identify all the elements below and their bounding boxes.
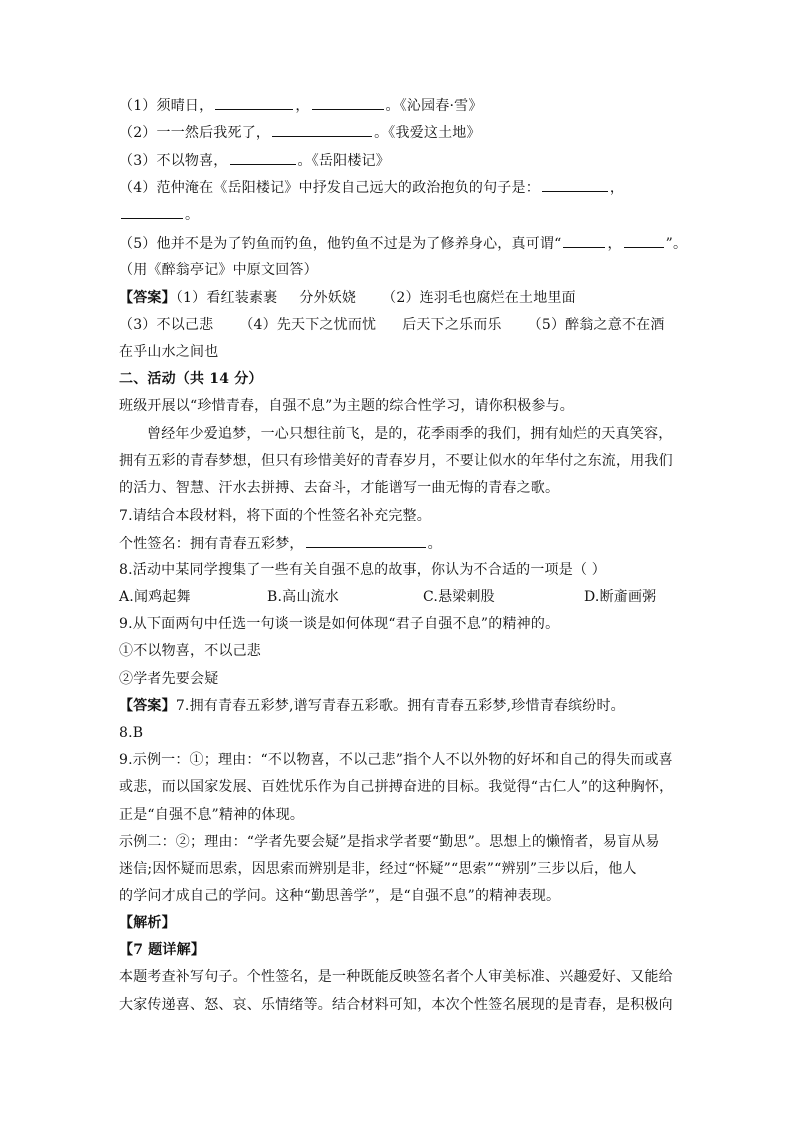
answer-9-line-2: 或悲，而以国家发展、百姓忧乐作为自己拼搏奋进的目标。我觉得“古仁人”的这种胸怀， bbox=[119, 779, 674, 795]
fill-blank bbox=[215, 95, 293, 110]
q1-item-4-cont bbox=[119, 204, 199, 224]
q1-item-5-note: （用《醉翁亭记》中原文回答） bbox=[119, 262, 318, 278]
q7-prompt: 7.请结合本段材料，将下面的个性签名补充完整。 bbox=[119, 508, 431, 524]
fill-blank bbox=[312, 95, 384, 110]
answer-9-line-6: 的学问才成自己的学问。这种“勤思善学”，是“自强不息”的精神表现。 bbox=[119, 888, 561, 904]
detail-7-label: 【7 题详解】 bbox=[119, 942, 206, 958]
answer-8: 8.B bbox=[119, 725, 144, 741]
q1-item-4-sep: ， bbox=[609, 180, 625, 196]
q1-item-5-sep: ， bbox=[607, 236, 622, 252]
fill-blank bbox=[230, 150, 296, 165]
q8-options bbox=[119, 587, 656, 607]
fill-blank bbox=[542, 177, 608, 192]
answer-label: 【答案】 bbox=[119, 290, 176, 306]
material-line-1: 曾经年少爱追梦，一心只想往前飞，是的，花季雨季的我们，拥有灿烂的天真笑容， bbox=[147, 426, 673, 442]
q1-item-1-sep: ， bbox=[295, 98, 310, 114]
q8-option-a: A.闻鸡起舞 bbox=[119, 589, 191, 605]
answer-2: （2）连羽毛也腐烂在土地里面 bbox=[382, 290, 576, 306]
q9-option-1: ①不以物喜，不以己悲 bbox=[119, 643, 261, 659]
q7-signature bbox=[119, 533, 442, 553]
q7-signature-end: 。 bbox=[427, 536, 442, 552]
q1-item-4-text: （4）范仲淹在《岳阳楼记》中抒发自己远大的政治抱负的句子是： bbox=[119, 180, 540, 196]
answer-7-text: 7.拥有青春五彩梦,谱写青春五彩歌。拥有青春五彩梦,珍惜青春缤纷时。 bbox=[175, 698, 625, 714]
fill-blank bbox=[121, 204, 183, 219]
q1-answer-line-1 bbox=[119, 288, 576, 308]
q1-item-5-text: （5）他并不是为了钓鱼而钓鱼，他钓鱼不过是为了修养身心，真可谓“ bbox=[119, 236, 562, 252]
section-2-heading: 二、活动（共 14 分） bbox=[119, 371, 263, 387]
q1-item-2 bbox=[119, 122, 481, 142]
answer-4b: 后天下之乐而乐 bbox=[402, 317, 502, 333]
q8-option-b: B.高山流水 bbox=[267, 589, 339, 605]
material-line-3: 的活力、智慧、汗水去拼搏、去奋斗，才能谱写一曲无悔的青春之歌。 bbox=[119, 480, 560, 496]
answer-9-line-3: 正是“自强不息”精神的体现。 bbox=[119, 807, 305, 823]
analysis-label: 【解析】 bbox=[119, 915, 176, 931]
fill-blank bbox=[624, 233, 664, 248]
answer-label: 【答案】 bbox=[119, 698, 176, 714]
section-2-intro: 班级开展以“珍惜青春，自强不息”为主题的综合性学习，请你积极参与。 bbox=[119, 398, 574, 414]
answer-3: （3）不以己悲 bbox=[119, 317, 214, 333]
q8-prompt: 8.活动中某同学搜集了一些有关自强不息的故事，你认为不合适的一项是（ ） bbox=[119, 562, 607, 578]
q1-item-3 bbox=[119, 150, 390, 170]
answer-5a: （5）醉翁之意不在酒 bbox=[527, 317, 665, 333]
q1-item-4 bbox=[119, 177, 624, 197]
detail-7-line-2: 大家传递喜、怒、哀、乐情绪等。结合材料可知，本次个性签名展现的是青春，是积极向 bbox=[119, 997, 673, 1013]
material-line-2: 拥有五彩的青春梦想，但只有珍惜美好的青春岁月，不要让似水的年华付之东流，用我们 bbox=[119, 453, 673, 469]
q1-item-5 bbox=[119, 233, 687, 253]
detail-7-line-1: 本题考查补写句子。个性签名，是一种既能反映签名者个人审美标准、兴趣爱好、又能给 bbox=[119, 969, 673, 985]
fill-blank bbox=[272, 122, 372, 137]
answer-4a: （4）先天下之忧而忧 bbox=[239, 317, 377, 333]
q1-answer-line-2 bbox=[119, 315, 665, 335]
fill-blank bbox=[563, 233, 605, 248]
q1-item-3-text: （3）不以物喜， bbox=[119, 153, 228, 169]
answer-7 bbox=[119, 696, 625, 716]
answer-1a: （1）看红装素裹 bbox=[175, 290, 278, 306]
q8-option-c: C.悬梁刺股 bbox=[423, 589, 495, 605]
q1-item-1 bbox=[119, 95, 483, 115]
answer-9-line-4: 示例二：②；理由：“学者先要会疑”是指求学者要“勤思”。思想上的懒惰者，易盲从易 bbox=[119, 834, 660, 850]
q1-item-2-text: （2）一一然后我死了， bbox=[119, 125, 271, 141]
q1-item-2-source: 。《我爱这土地》 bbox=[374, 125, 481, 141]
q9-prompt: 9.从下面两句中任选一句谈一谈是如何体现“君子自强不息”的精神的。 bbox=[119, 616, 560, 632]
q1-item-4-end: 。 bbox=[185, 207, 200, 223]
answer-1b: 分外妖娆 bbox=[299, 290, 357, 306]
q1-answer-line-3: 在乎山水之间也 bbox=[119, 344, 219, 360]
answer-9-line-5: 迷信;因怀疑而思索，因思索而辨别是非，经过“怀疑”“思索”“辨别”三步以后，他人 bbox=[119, 861, 637, 877]
q9-option-2: ②学者先要会疑 bbox=[119, 671, 219, 687]
answer-9-line-1: 9.示例一：①；理由：“不以物喜，不以己悲”指个人不以外物的好坏和自己的得失而或喜 bbox=[119, 752, 673, 768]
q8-option-d: D.断齑画粥 bbox=[584, 589, 657, 605]
q1-item-3-source: 。《岳阳楼记》 bbox=[297, 153, 390, 169]
q1-item-1-source: 。《沁园春·雪》 bbox=[385, 98, 483, 114]
q1-item-1-text: （1）须晴日， bbox=[119, 98, 214, 114]
q1-item-5-end: ”。 bbox=[665, 236, 688, 252]
q7-signature-text: 个性签名：拥有青春五彩梦， bbox=[119, 536, 304, 552]
fill-blank bbox=[306, 533, 426, 548]
